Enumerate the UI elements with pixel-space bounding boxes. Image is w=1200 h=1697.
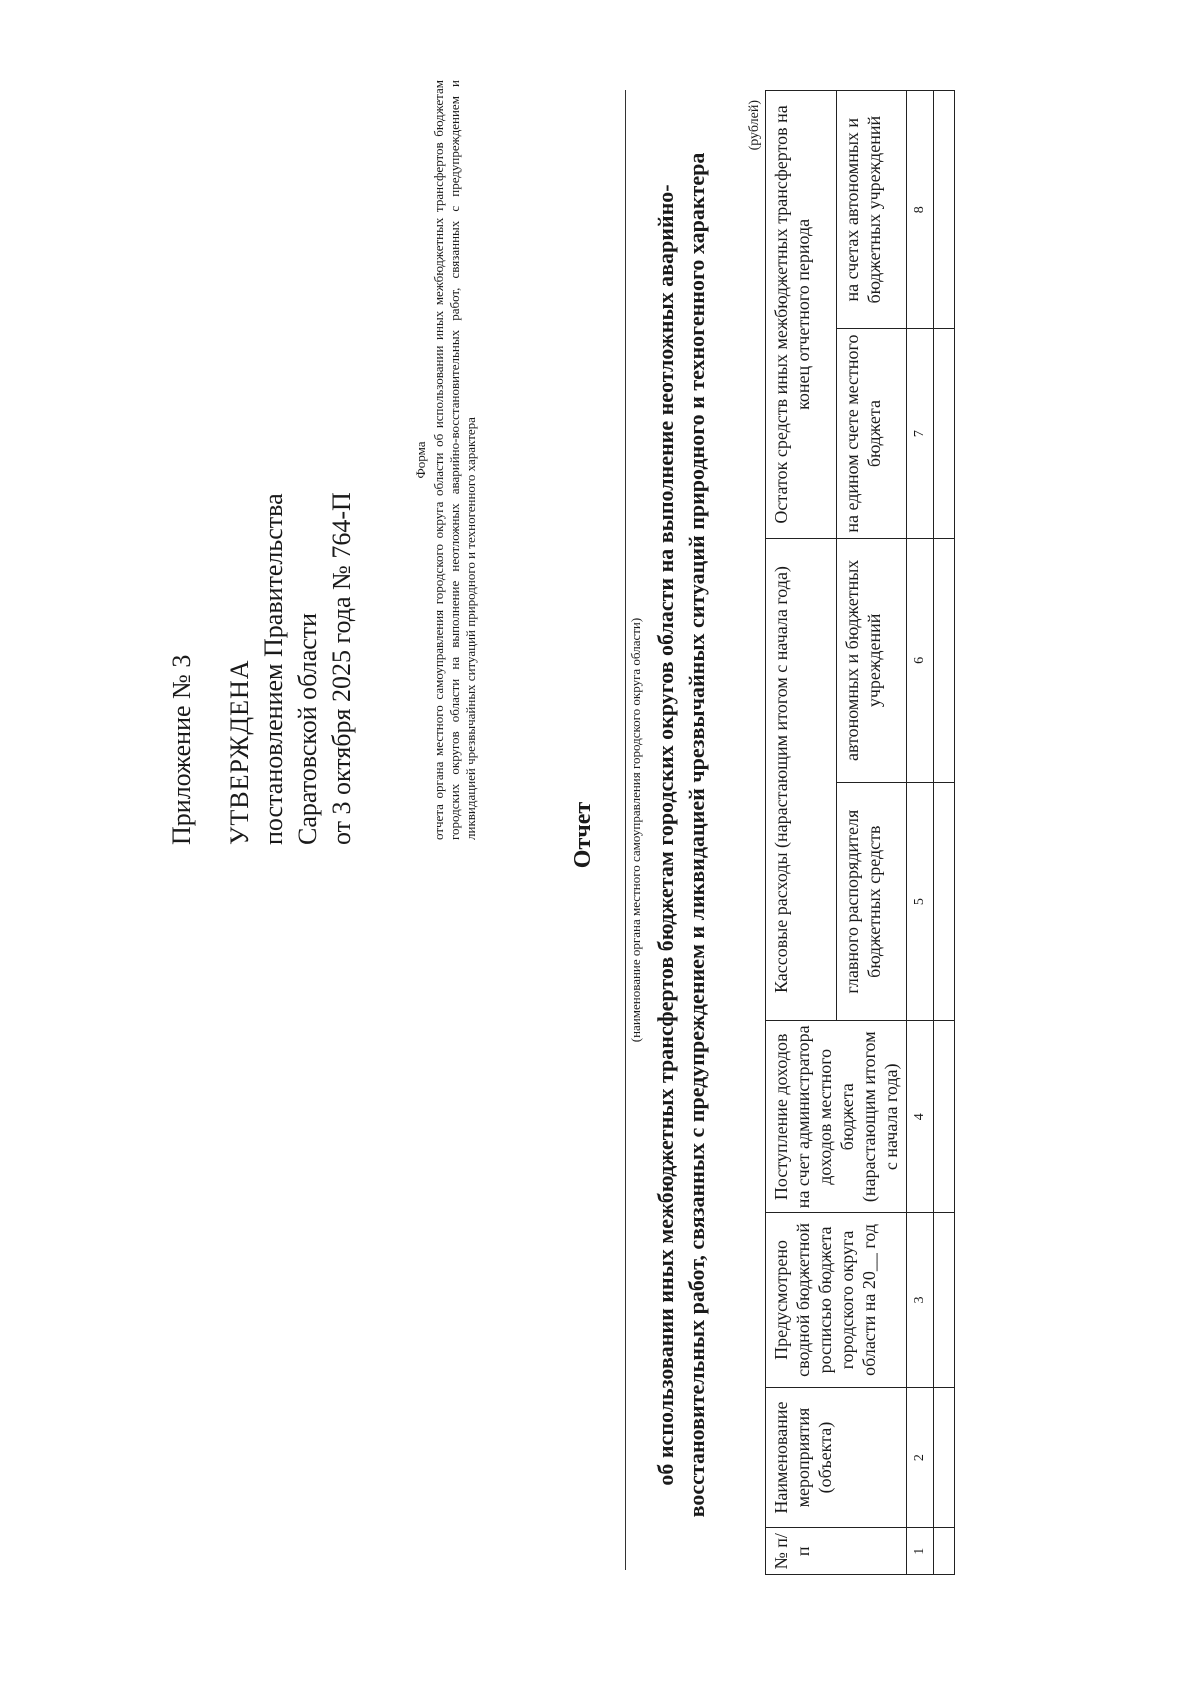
table-cell xyxy=(934,782,955,1020)
header-income: Поступление доходов на счет администратора доходов местного бюджета (нарастающим итогом с начала года) xyxy=(766,1021,907,1213)
table-cell xyxy=(934,1213,955,1387)
form-text: отчета органа местного самоуправления городского округа области об использовании иных межбюджетных трансфертов бюджетам городских округов области на выполнение неотложных аварийно-восстановительных работ, связанных с предупреждением и ликвидацией чрезвычайных ситуаций природного и техногенного характера xyxy=(431,80,478,840)
header-institutions-accounts: на счетах автономных и бюджетных учреждений xyxy=(836,91,907,329)
table-cell xyxy=(934,538,955,782)
column-number: 3 xyxy=(907,1213,934,1387)
form-title: Форма xyxy=(413,441,428,479)
currency-label: (рублей) xyxy=(747,100,762,151)
column-number: 5 xyxy=(907,782,934,1020)
table-cell xyxy=(934,91,955,329)
column-number: 7 xyxy=(907,329,934,538)
table-cell xyxy=(934,1021,955,1213)
column-number: 4 xyxy=(907,1021,934,1213)
column-number: 1 xyxy=(907,1528,934,1575)
column-number: 8 xyxy=(907,91,934,329)
appendix-number: Приложение № 3 xyxy=(167,654,196,845)
table-cell xyxy=(934,329,955,538)
approval-line: Саратовской области xyxy=(293,612,322,845)
approved-stamp: УТВЕРЖДЕНА xyxy=(225,659,254,845)
header-number: № п/п xyxy=(766,1528,907,1575)
column-number-row xyxy=(907,91,934,1575)
header-group-balance: Остаток средств иных межбюджетных трансфертов на конец отчетного периода xyxy=(766,91,837,539)
header-institutions-expenses: автономных и бюджетных учреждений xyxy=(836,538,907,782)
header-group-expenses: Кассовые расходы (нарастающим итогом с начала года) xyxy=(766,538,837,1021)
approval-line: постановлением Правительства xyxy=(259,493,288,845)
form-description xyxy=(413,80,479,840)
report-table xyxy=(765,90,955,1575)
table-row xyxy=(934,91,955,1575)
approval-block xyxy=(165,325,359,845)
org-name-caption: (наименование органа местного самоуправления городского округа области) xyxy=(625,90,644,1570)
header-single-account: на едином счете местного бюджета xyxy=(836,329,907,538)
header-main-manager: главного распорядителя бюджетных средств xyxy=(836,782,907,1020)
approval-line: от 3 октября 2025 года № 764-П xyxy=(327,492,356,845)
report-title: Отчет xyxy=(570,801,596,869)
header-planned: Предусмотрено сводной бюджетной росписью бюджета городского округа области на 20__ год xyxy=(766,1213,907,1387)
column-number: 6 xyxy=(907,538,934,782)
document-page xyxy=(165,80,1105,1580)
table-cell xyxy=(934,1387,955,1528)
column-number: 2 xyxy=(907,1387,934,1528)
header-name: Наименование мероприятия (объекта) xyxy=(766,1387,907,1528)
table-header-row xyxy=(766,91,837,1575)
table-cell xyxy=(934,1528,955,1575)
report-subject: об использовании иных межбюджетных трансфертов бюджетам городских округов области на выполнение неотложных аварийно-восстановительных работ, связанных с предупреждением и ликвидацией чрезвычайных ситуаций природного и техногенного характера xyxy=(653,152,709,1518)
